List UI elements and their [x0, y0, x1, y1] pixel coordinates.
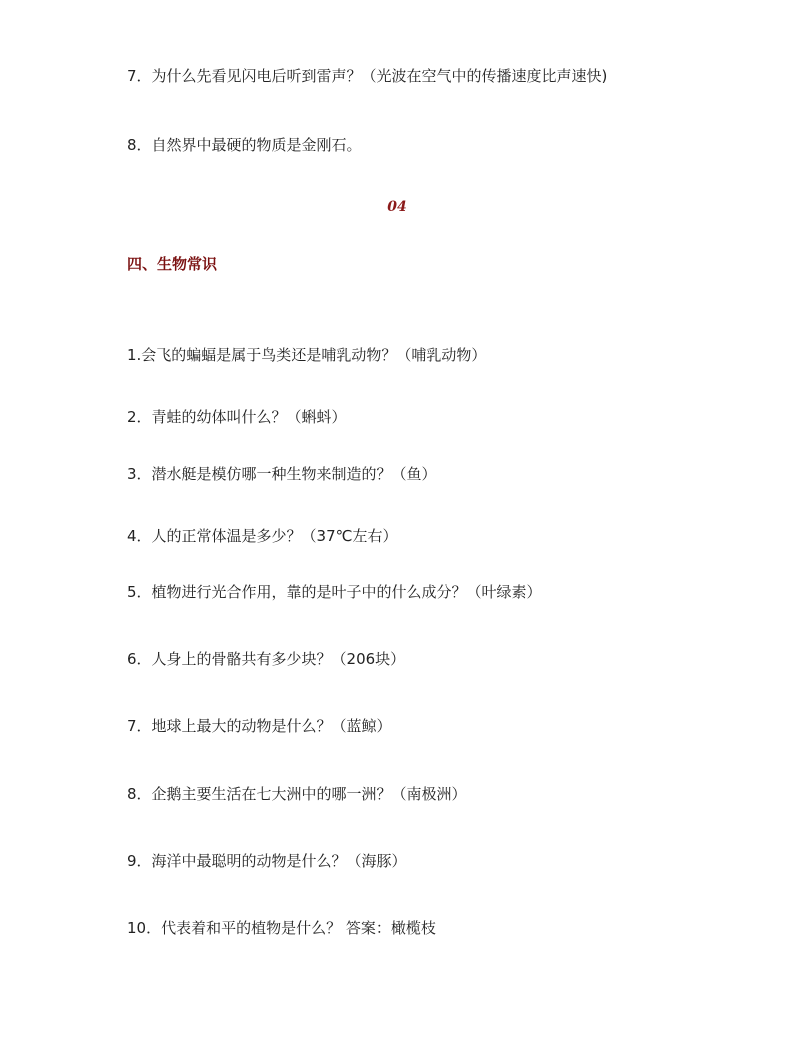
question-8-physics: 8．自然界中最硬的物质是金刚石。 [127, 136, 362, 154]
question-10: 10．代表着和平的植物是什么？ 答案：橄榄枝 [127, 919, 436, 937]
section-number: 04 [387, 199, 407, 215]
question-2: 2．青蛙的幼体叫什么？（蝌蚪） [127, 408, 347, 426]
question-8: 8．企鹅主要生活在七大洲中的哪一洲？（南极洲） [127, 785, 467, 803]
question-1: 1.会飞的蝙蝠是属于鸟类还是哺乳动物？（哺乳动物） [127, 346, 487, 364]
question-5: 5．植物进行光合作用，靠的是叶子中的什么成分？（叶绿素） [127, 583, 542, 601]
question-9: 9．海洋中最聪明的动物是什么？（海豚） [127, 852, 407, 870]
question-3: 3．潜水艇是模仿哪一种生物来制造的？（鱼） [127, 465, 437, 483]
question-6: 6．人身上的骨骼共有多少块？（206块） [127, 650, 406, 668]
section-heading: 四、生物常识 [127, 255, 218, 273]
question-7: 7．地球上最大的动物是什么？（蓝鲸） [127, 717, 392, 735]
question-4: 4．人的正常体温是多少？（37℃左右） [127, 527, 398, 545]
question-7-physics: 7．为什么先看见闪电后听到雷声？（光波在空气中的传播速度比声速快) [127, 67, 608, 85]
